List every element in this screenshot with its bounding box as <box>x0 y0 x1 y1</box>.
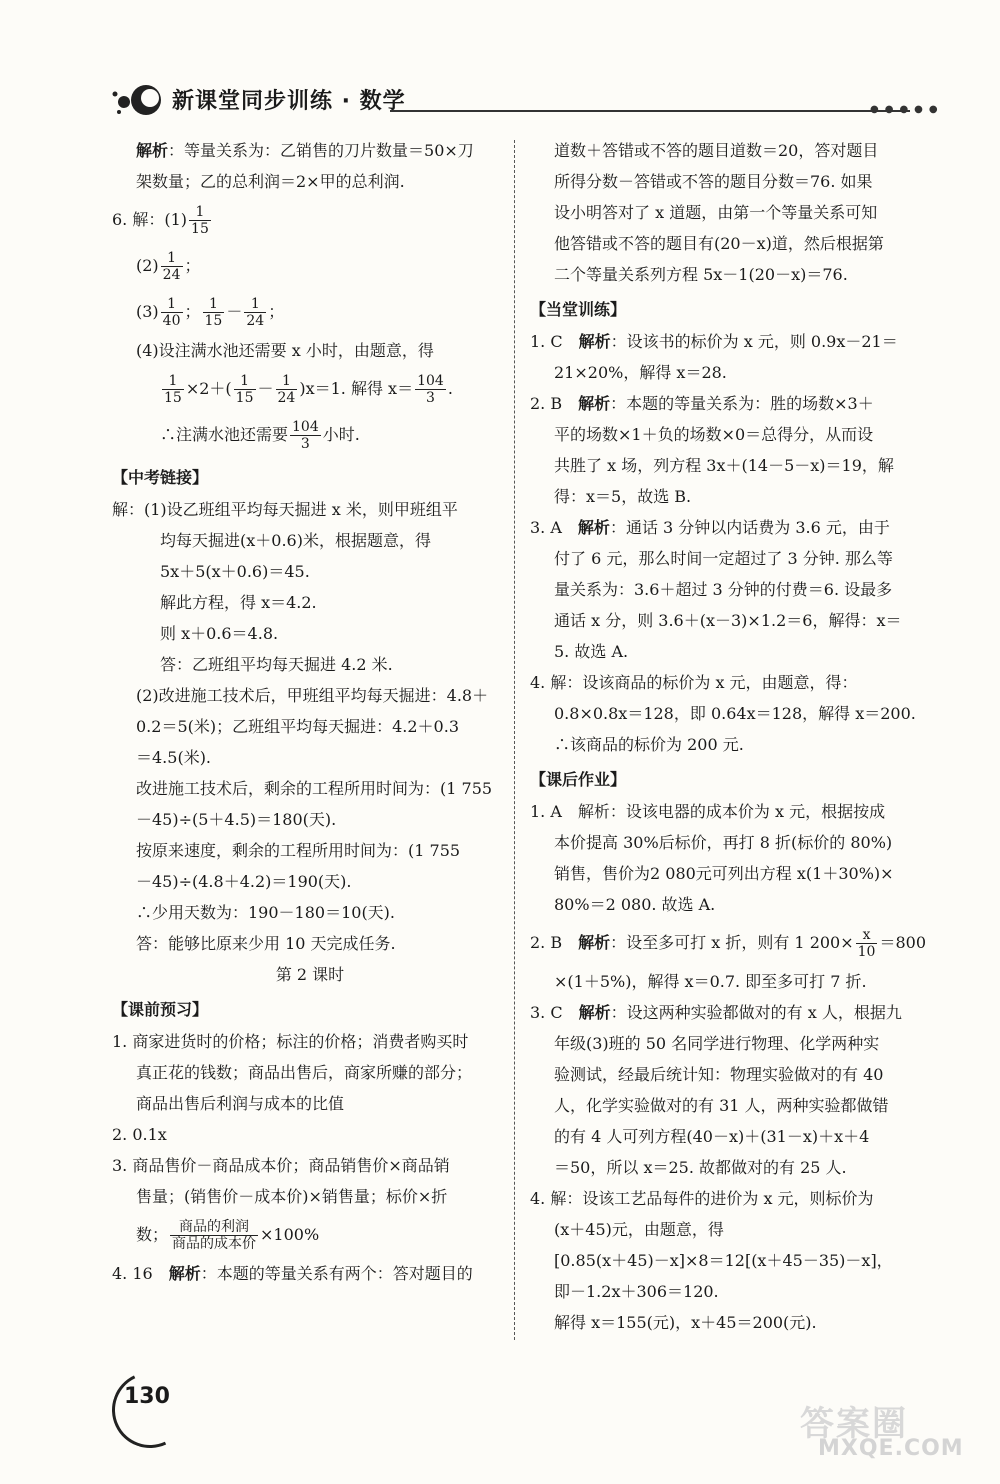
fraction: $\frac{1}{24}$ <box>162 250 181 283</box>
text-line: －45)÷(5＋4.5)＝180(天). <box>136 810 337 829</box>
watermark-url: MXQE.COM <box>818 1436 964 1461</box>
text-line: ＝50，所以 x＝25. 故都做对的有 25 人. <box>554 1158 847 1177</box>
page-number: 130 <box>124 1384 170 1409</box>
text-line: ＝4.5(米). <box>136 748 212 767</box>
text-line: 0.2＝5(米)；乙班组平均每天掘进：4.2＋0.3 <box>136 717 460 736</box>
page-number-decoration <box>101 1361 198 1458</box>
text-line: 答：乙班组平均每天掘进 4.2 米. <box>160 655 393 674</box>
text-line: 2. B 解析：设至多可打 x 折，则有 1 200× $\frac{x}{10}$ ＝800 <box>530 927 927 960</box>
equation-line: $\frac{1}{15}$ ×2＋( $\frac{1}{15}$ － $\frac{1}{24}$ )x＝1. 解得 x＝ $\frac{104}{3}$ . <box>164 373 453 406</box>
text-line: 21×20%，解得 x＝28. <box>554 363 727 382</box>
text-line: 1. A 解析：设该电器的成本价为 x 元，根据按成 <box>530 802 886 821</box>
fraction: $\frac{104}{3}$ <box>292 419 319 452</box>
text-line: 0.8×0.8x＝128，即 0.64x＝128，解得 x＝200. <box>554 704 916 723</box>
text-line: 得：x＝5，故选 B. <box>554 487 692 506</box>
text-line: 解：(1)设乙班组平均每天掘进 x 米，则甲班组平 <box>112 500 458 519</box>
text-line: 的有 4 人可列方程(40－x)＋(31－x)＋x＋4 <box>554 1127 870 1146</box>
text-line: 解此方程，得 x＝4.2. <box>160 593 317 612</box>
text-line: 3. 商品售价－商品成本价；商品销售价×商品销 <box>112 1156 450 1175</box>
header-rule <box>390 110 910 112</box>
answer-6-3: (3) $\frac{1}{40}$ ； $\frac{1}{15}$ － $\frac{1}{24}$ ； <box>136 296 285 329</box>
text-line: 他答错或不答的题目有(20－x)道，然后根据第 <box>554 234 884 253</box>
fraction: $\frac{\text{商品的利润}}{\text{商品的成本价}}$ <box>172 1219 257 1252</box>
text-line: 售量；(销售价－成本价)×销售量；标价×折 <box>136 1187 448 1206</box>
text-line: 量关系为：3.6＋超过 3 分钟的付费＝6. 设最多 <box>554 580 893 599</box>
text-line: ∴少用天数为：190－180＝10(天). <box>136 903 396 922</box>
watermark-logo <box>800 1396 970 1466</box>
text-line: 共胜了 x 场，列方程 3x＋(14－5－x)＝19，解 <box>554 456 894 475</box>
text-line: ×(1＋5%)，解得 x＝0.7. 即至多可打 7 折. <box>554 972 867 991</box>
text-line: 解得 x＝155(元)，x＋45＝200(元). <box>554 1313 817 1332</box>
text-line: 销售，售价为2 080元可列出方程 x(1＋30%)× <box>554 864 894 883</box>
left-column <box>112 135 508 1289</box>
text-line: (x＋45)元，由题意，得 <box>554 1220 724 1239</box>
text-line: 80%＝2 080. 故选 A. <box>554 895 716 914</box>
formula-line: 数； $\frac{\text{商品的利润}}{\text{商品的成本价}}$ ×100% <box>136 1219 320 1252</box>
text-line: 所得分数－答错或不答的题目分数＝76. 如果 <box>554 172 873 191</box>
section-heading: 【课后作业】 <box>530 770 627 789</box>
watermark-text: 答案圈 <box>800 1404 908 1444</box>
right-column <box>530 135 930 1338</box>
text-line: 通话 x 分，则 3.6＋(x－3)×1.2＝6，解得：x＝ <box>554 611 902 630</box>
fraction: $\frac{104}{3}$ <box>417 373 444 406</box>
text-line: 架数量；乙的总利润＝2×甲的总利润. <box>136 172 405 191</box>
text-line: 按原来速度，剩余的工程所用时间为：(1 755 <box>136 841 461 860</box>
section-heading: 【中考链接】 <box>112 468 209 487</box>
text-line: 设小明答对了 x 道题，由第一个等量关系可知 <box>554 203 878 222</box>
text-line: 2. B 解析：本题的等量关系为：胜的场数×3＋ <box>530 394 874 413</box>
fraction: $\frac{1}{15}$ <box>235 373 254 406</box>
text-line: 2. 0.1x <box>112 1125 167 1144</box>
text-line: (4)设注满水池还需要 x 小时，由题意，得 <box>136 341 434 360</box>
text-line: 人，化学实验做对的有 31 人，两种实验都做错 <box>554 1096 889 1115</box>
text-line: 答：能够比原来少用 10 天完成任务. <box>136 934 396 953</box>
answer-6-2: (2) $\frac{1}{24}$ ； <box>136 250 201 283</box>
text-line: 解析：等量关系为：乙销售的刀片数量＝50×刀 <box>136 141 474 160</box>
series-logo-icon <box>110 82 168 118</box>
text-line: [0.85(x＋45)－x]×8＝12[(x＋45－35)－x]， <box>554 1251 893 1270</box>
text-line: 1. C 解析：设该书的标价为 x 元，则 0.9x－21＝ <box>530 332 898 351</box>
fraction: $\frac{1}{15}$ <box>191 204 209 237</box>
text-line: 道数＋答错或不答的题目道数＝20，答对题目 <box>554 141 879 160</box>
fraction: $\frac{1}{15}$ <box>204 296 223 329</box>
text-line: 即－1.2x＋306＝120. <box>554 1282 719 1301</box>
fraction: $\frac{1}{24}$ <box>277 373 296 406</box>
column-divider <box>514 140 515 1340</box>
fraction: $\frac{1}{24}$ <box>246 296 265 329</box>
page-header <box>110 78 944 118</box>
text-line: 改进施工技术后，剩余的工程所用时间为：(1 755 <box>136 779 493 798</box>
text-line: 付了 6 元，那么时间一定超过了 3 分钟. 那么等 <box>554 549 893 568</box>
lesson-title: 第 2 课时 <box>275 965 345 984</box>
section-heading: 【当堂训练】 <box>530 300 627 319</box>
conclusion-line: ∴注满水池还需要 $\frac{104}{3}$ 小时. <box>160 419 360 452</box>
answer-6-1: 6. 解：(1) $\frac{1}{15}$ <box>112 204 209 237</box>
text-line: 二个等量关系列方程 5x－1(20－x)＝76. <box>554 265 848 284</box>
text-line: 本价提高 30%后标价，再打 8 折(标价的 80%) <box>554 833 893 852</box>
text-line: 4. 16 解析：本题的等量关系有两个：答对题目的 <box>112 1264 473 1283</box>
text-line: 则 x＋0.6＝4.8. <box>160 624 279 643</box>
text-line: －45)÷(4.8＋4.2)＝190(天). <box>136 872 352 891</box>
text-line: 3. C 解析：设这两种实验都做对的有 x 人，根据九 <box>530 1003 902 1022</box>
text-line: 真正花的钱数；商品出售后，商家所赚的部分； <box>136 1063 473 1082</box>
fraction: $\frac{1}{15}$ <box>164 373 182 406</box>
book-title: 新课堂同步训练 · 数学 <box>172 89 406 114</box>
text-line: 5x＋5(x＋0.6)＝45. <box>160 562 310 581</box>
text-line: 4. 解：设该商品的标价为 x 元，由题意，得： <box>530 673 858 692</box>
text-line: 1. 商家进货时的价格；标注的价格；消费者购买时 <box>112 1032 469 1051</box>
text-line: 商品出售后利润与成本的比值 <box>136 1094 345 1113</box>
header-dots: ●●●●● <box>870 104 944 115</box>
text-line: 均每天掘进(x＋0.6)米，根据题意，得 <box>160 531 431 550</box>
text-line: 4. 解：设该工艺品每件的进价为 x 元，则标价为 <box>530 1189 874 1208</box>
text-line: 年级(3)班的 50 名同学进行物理、化学两种实 <box>554 1034 880 1053</box>
fraction: $\frac{1}{40}$ <box>162 296 181 329</box>
text-line: 验测试，经最后统计知：物理实验做对的有 40 <box>554 1065 884 1084</box>
text-line: 3. A 解析：通话 3 分钟以内话费为 3.6 元，由于 <box>530 518 890 537</box>
text-line: 平的场数×1＋负的场数×0＝总得分，从而设 <box>554 425 874 444</box>
text-line: 5. 故选 A. <box>554 642 629 661</box>
text-line: (2)改进施工技术后，甲班组平均每天掘进：4.8＋ <box>136 686 489 705</box>
fraction: $\frac{x}{10}$ <box>857 927 876 960</box>
text-line: ∴该商品的标价为 200 元. <box>554 735 744 754</box>
section-heading: 【课前预习】 <box>112 1000 209 1019</box>
